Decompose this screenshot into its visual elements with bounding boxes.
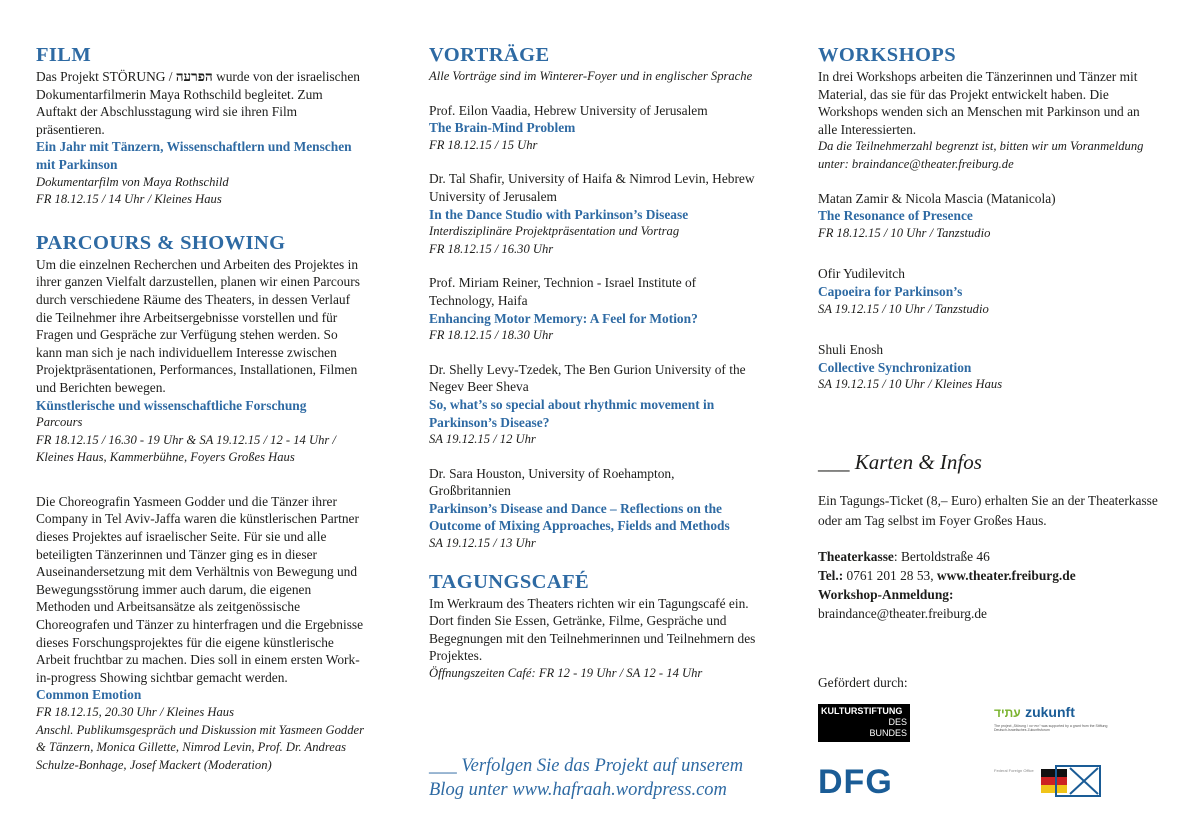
column-right (818, 42, 1148, 417)
talk-speaker: Dr. Tal Shafir, University of Haifa & Nimrod Levin, Hebrew University of Jerusalem (429, 171, 755, 204)
talk-speaker: Prof. Miriam Reiner, Technion - Israel Institute of Technology, Haifa (429, 275, 697, 308)
blog-line-2: Blog unter www.hafraah.wordpress.com (429, 780, 727, 800)
blog-line-1: ___ Verfolgen Sie das Projekt auf unserem (429, 756, 744, 776)
talk-speaker: Prof. Eilon Vaadia, Hebrew University of Jerusalem (429, 102, 708, 118)
talk-title: Parkinson’s Disease and Dance – Reflections on the Outcome of Mixing Approaches, Fields and Methods (429, 500, 730, 534)
talk-list (429, 102, 759, 553)
blog-note (429, 754, 769, 802)
workshop-speaker: Shuli Enosh (818, 342, 884, 358)
zukunft-logo: עתיד zukunft The project „Störung / הפרעה“ was supported by a grant from the Stiftung Deutsch-Israelisches Zukunftsforum (994, 704, 1108, 732)
workshop-title: The Resonance of Presence (818, 208, 973, 224)
website-link[interactable]: www.theater.freiburg.de (936, 568, 1076, 583)
vortraege-heading: VORTRÄGE (429, 44, 550, 66)
cafe-heading: TAGUNGSCAFÉ (429, 570, 590, 593)
talk-item (429, 465, 759, 553)
parcours-subtitle: Parcours (36, 415, 83, 430)
workshop-list (818, 190, 1148, 394)
showing-text: Die Choreografin Yasmeen Godder und die Tänzer ihrer Company in Tel Aviv-Jaffa waren die künstlerischen Partner dieses Projektes auf israelischer Seite. Für sie und alle beteiligten Tänzerinnen und Tänzer ging es in dieser Auseinandersetzung mit dem Verhältnis von Bewegung und Bewegungsstörung immer auch darum, die eigenen Methoden und Arbeitsansätze als zeitgenössische Choreografen und Tänzer zu hinterfragen und die Ergebnisse dieses Forschungsprojektes für die eigene künstlerische Arbeit fruchtbar zu machen. Dies soll in einem ersten Work-in-progress Showing sichtbar gemacht werden. (36, 493, 364, 685)
workshops-heading: WORKSHOPS (818, 44, 957, 66)
ministry-logo: Federal Foreign Office (994, 764, 1104, 800)
workshops-note: Da die Teilnehmerzahl begrenzt ist, bitten wir um Voranmeldung unter: braindance@theater.freiburg.de (818, 139, 1144, 171)
gefoerdert-label: Gefördert durch: (818, 675, 908, 690)
karten-heading: ___ Karten & Infos (818, 450, 982, 474)
talk-item (429, 102, 759, 155)
workshop-speaker: Matan Zamir & Nicola Mascia (Matanicola) (818, 190, 1056, 206)
talk-title: The Brain-Mind Problem (429, 120, 576, 136)
workshop-date: SA 19.12.15 / 10 Uhr / Tanzstudio (818, 301, 989, 316)
parcours-title: Künstlerische und wissenschaftliche Forschung (36, 397, 307, 413)
talk-date: SA 19.12.15 / 12 Uhr (429, 432, 536, 447)
workshops-intro: In drei Workshops arbeiten die Tänzerinnen und Tänzer mit Material, das sie für das Projekt entwickelt haben. Die Workshops wenden sich an Menschen mit Parkinson und an alle Interessierten. (818, 69, 1140, 137)
showing-note: Anschl. Publikumsgespräch und Diskussion mit Yasmeen Godder & Tänzern, Monica Gillette, Nimrod Levin, Prof. Dr. Andreas Schulze-Bonhage, Josef Mackert (Moderation) (36, 722, 365, 772)
column-middle (429, 42, 759, 683)
workshop-anmeldung-label: Workshop-Anmeldung: (818, 587, 954, 602)
workshop-date: FR 18.12.15 / 10 Uhr / Tanzstudio (818, 225, 991, 240)
column-left (36, 42, 366, 774)
vortraege-intro: Alle Vorträge sind im Winterer-Foyer und in englischer Sprache (429, 69, 753, 83)
karten-text: Ein Tagungs-Ticket (8,– Euro) erhalten Sie an der Theaterkasse oder am Tag selbst im Foyer Großes Haus. (818, 493, 1158, 528)
workshop-title: Collective Synchronization (818, 359, 972, 375)
film-intro: Das Projekt STÖRUNG / הפרעה wurde von der israelischen Dokumentarfilmerin Maya Rothschild begleitet. Zum Auftakt der Abschlusstagung wird sie ihren Film präsentieren. (36, 69, 360, 137)
workshop-anmeldung-email[interactable]: braindance@theater.freiburg.de (818, 606, 987, 621)
kulturstiftung-logo: KULTURSTIFTUNG DES BUNDES (818, 704, 910, 742)
parcours-text: Um die einzelnen Recherchen und Arbeiten des Projektes in ihrer ganzen Vielfalt darzustellen, planen wir einen Parcours durch verschiedene Räume des Theaters, in dessen Verlauf die Teilnehmer ihre Arbeitsergebnisse vorstellen und für Fragen und Gespräche zur Verfügung stehen werden. So kann man sich je nach individuellem Interesse zwischen Projektpräsentationen, Performances, Installationen, Filmen und Berichten bewegen. (36, 256, 360, 395)
cafe-text: Im Werkraum des Theaters richten wir ein Tagungscafé ein. Dort finden Sie Essen, Getränke, Filme, Gespräche und Begegnungen mit den Teilnehmerinnen und Teilnehmern des Projektes. (429, 595, 756, 664)
talk-date: FR 18.12.15 / 16.30 Uhr (429, 241, 554, 256)
theaterkasse: Theaterkasse: Bertoldstraße 46 (818, 549, 990, 564)
workshop-item (818, 265, 1148, 318)
showing-title: Common Emotion (36, 687, 142, 703)
film-subtitle: Dokumentarfilm von Maya Rothschild (36, 174, 229, 189)
talk-date: SA 19.12.15 / 13 Uhr (429, 536, 536, 551)
workshop-item (818, 190, 1148, 243)
talk-speaker: Dr. Shelly Levy-Tzedek, The Ben Gurion University of the Negev Beer Sheva (429, 361, 746, 395)
workshop-title: Capoeira for Parkinson’s (818, 283, 963, 299)
talk-title: In the Dance Studio with Parkinson’s Disease (429, 206, 689, 222)
talk-subtitle: Interdisziplinäre Projektpräsentation und Vortrag (429, 224, 680, 239)
parcours-heading: PARCOURS & SHOWING (36, 231, 286, 254)
talk-date: FR 18.12.15 / 18.30 Uhr (429, 328, 554, 343)
talk-title: So, what’s so special about rhythmic movement in Parkinson’s Disease? (429, 396, 715, 430)
telefon: Tel.: 0761 201 28 53, www.theater.freiburg.de (818, 568, 1076, 583)
karten-section (818, 449, 1158, 623)
talk-date: FR 18.12.15 / 15 Uhr (429, 137, 538, 152)
flag-icon (1040, 764, 1102, 798)
workshop-date: SA 19.12.15 / 10 Uhr / Kleines Haus (818, 377, 1003, 392)
workshop-item (818, 341, 1148, 394)
talk-title: Enhancing Motor Memory: A Feel for Motion? (429, 310, 698, 326)
film-date: FR 18.12.15 / 14 Uhr / Kleines Haus (36, 192, 222, 207)
talk-speaker: Dr. Sara Houston, University of Roehampton, Großbritannien (429, 465, 675, 499)
film-heading: FILM (36, 44, 92, 66)
showing-date: FR 18.12.15, 20.30 Uhr / Kleines Haus (36, 705, 234, 719)
parcours-date: FR 18.12.15 / 16.30 - 19 Uhr & SA 19.12.15 / 12 - 14 Uhr / Kleines Haus, Kammerbühne, Foyers Großes Haus (36, 432, 336, 465)
talk-item (429, 361, 759, 449)
workshop-speaker: Ofir Yudilevitch (818, 266, 905, 282)
dfg-logo: DFG (818, 763, 893, 801)
talk-item (429, 274, 759, 344)
film-title: Ein Jahr mit Tänzern, Wissenschaftlern und Menschen mit Parkinson (36, 139, 352, 172)
talk-item (429, 170, 759, 258)
cafe-hours: Öffnungszeiten Café: FR 12 - 19 Uhr / SA 12 - 14 Uhr (429, 666, 703, 681)
